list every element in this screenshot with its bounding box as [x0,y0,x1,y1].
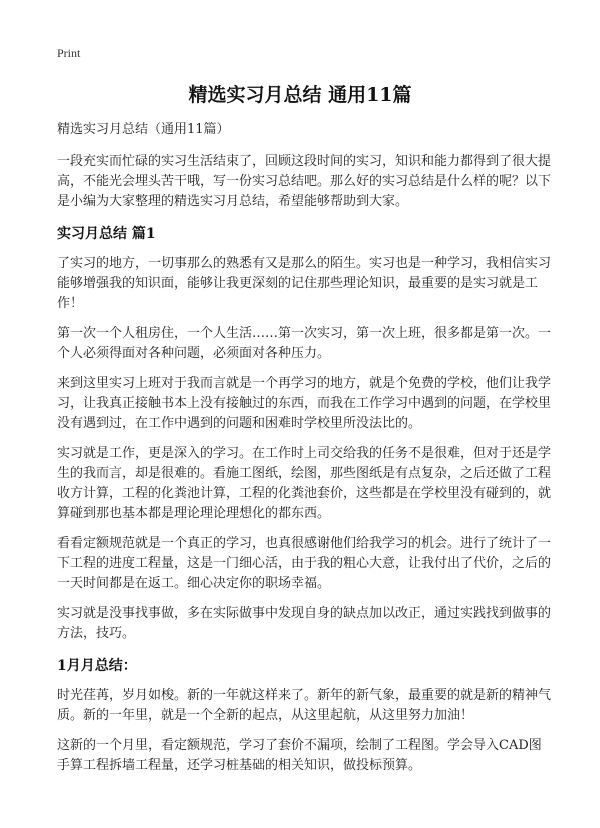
paragraph-3: 来到这里实习上班对于我而言就是一个再学习的地方，就是个免费的学校，他们让我学习，让我真正接触书本上没有接触过的东西，而我在工作学习中遇到的问题，在学校里没有遇到过，在工作中遇到的问题和困难时学校里所没法比的。 [57,376,552,431]
intro-paragraph: 一段充实而忙碌的实习生活结束了，回顾这段时间的实习，知识和能力都得到了很大提高，不能光会埋头苦干哦，写一份实习总结吧。那么好的实习总结是什么样的呢？以下是小编为大家整理的精选实习月总结，希望能够帮助到大家。 [57,154,552,209]
section-heading-1: 实习月总结 篇1 [57,226,156,242]
paragraph-1: 了实习的地方，一切事那么的熟悉有又是那么的陌生。实习也是一种学习，我相信实习能够增强我的知识面，能够让我更深刻的记住那些理论知识，最重要的是实习就是工作！ [57,256,552,311]
paragraph-5: 看看定额规范就是一个真正的学习，也真很感谢他们给我学习的机会。进行了统计了一下工程的进度工程量，这是一门细心活，由于我的粗心大意，让我付出了代价，之后的一天时间都是在返工。细心决定你的职场幸福。 [57,536,552,591]
paragraph-8: 这新的一个月里，看定额规范，学习了套价不漏项，绘制了工程图。学会导入CAD图 手算工程拆墙工程量，还学习桩基础的相关知识，做投标预算。 [57,738,542,773]
section-heading-2: 1月月总结： [57,658,137,674]
page-title: 精选实习月总结 通用11篇 [188,84,412,106]
paragraph-2: 第一次一个人租房住，一个人生活……第一次实习，第一次上班，很多都是第一次。一个人必须得面对各种问题，必须面对各种压力。 [57,326,552,361]
paragraph-7: 时光荏苒，岁月如梭。新的一年就这样来了。新年的新气象，最重要的就是新的精神气质。新的一年里，就是一个全新的起点，从这里起航，从这里努力加油！ [57,688,552,723]
paragraph-6: 实习就是没事找事做，多在实际做事中发现自身的缺点加以改正，通过实践找到做事的方法，技巧。 [57,606,552,641]
paragraph-4: 实习就是工作，更是深入的学习。在工作时上司交给我的任务不是很难，但对于还是学生的我而言，却是很难的。看施工图纸，绘图，那些图纸是有点复杂，之后还做了工程收方计算，工程的化粪池计算，工程的化粪池套价，这些都是在学校里没有碰到的，就算碰到那也基本都是理论理论理想化的都东西。 [57,446,552,521]
document-subtitle: 精选实习月总结（通用11篇） [57,122,230,137]
print-link[interactable]: Print [57,46,81,60]
document-body [57,120,551,786]
